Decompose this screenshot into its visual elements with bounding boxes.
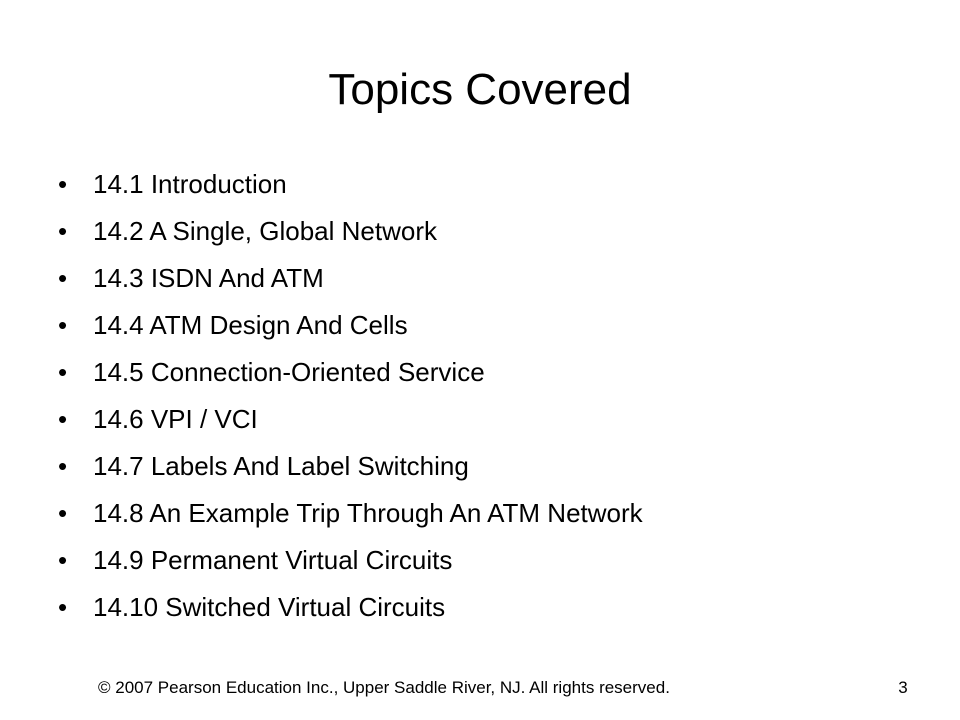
list-item — [58, 208, 643, 255]
topic-label: 14.2 A Single, Global Network — [93, 216, 437, 246]
topic-label: 14.6 VPI / VCI — [93, 404, 258, 434]
list-item — [58, 302, 643, 349]
bullet-icon: • — [58, 451, 68, 481]
topic-label: 14.5 Connection-Oriented Service — [93, 357, 485, 387]
topic-label: 14.7 Labels And Label Switching — [93, 451, 469, 481]
list-item — [58, 443, 643, 490]
topic-list — [58, 161, 643, 631]
list-item — [58, 255, 643, 302]
topic-label: 14.8 An Example Trip Through An ATM Network — [93, 498, 643, 528]
topic-label: 14.4 ATM Design And Cells — [93, 310, 408, 340]
bullet-icon: • — [58, 216, 68, 246]
topic-label: 14.10 Switched Virtual Circuits — [93, 592, 446, 622]
bullet-icon: • — [58, 404, 68, 434]
list-item — [58, 396, 643, 443]
bullet-icon: • — [58, 498, 68, 528]
bullet-icon: • — [58, 263, 68, 293]
list-item — [58, 584, 643, 631]
slide-title: Topics Covered — [328, 65, 632, 114]
bullet-icon: • — [58, 545, 68, 575]
list-item — [58, 490, 643, 537]
bullet-icon: • — [58, 169, 68, 199]
topic-label: 14.1 Introduction — [93, 169, 287, 199]
list-item — [58, 161, 643, 208]
bullet-icon: • — [58, 310, 68, 340]
list-item — [58, 349, 643, 396]
topic-label: 14.3 ISDN And ATM — [93, 263, 324, 293]
page-number: 3 — [898, 678, 908, 697]
footer-copyright: © 2007 Pearson Education Inc., Upper Saddle River, NJ. All rights reserved. — [98, 678, 670, 697]
bullet-icon: • — [58, 357, 68, 387]
list-item — [58, 537, 643, 584]
bullet-icon: • — [58, 592, 68, 622]
topic-label: 14.9 Permanent Virtual Circuits — [93, 545, 453, 575]
